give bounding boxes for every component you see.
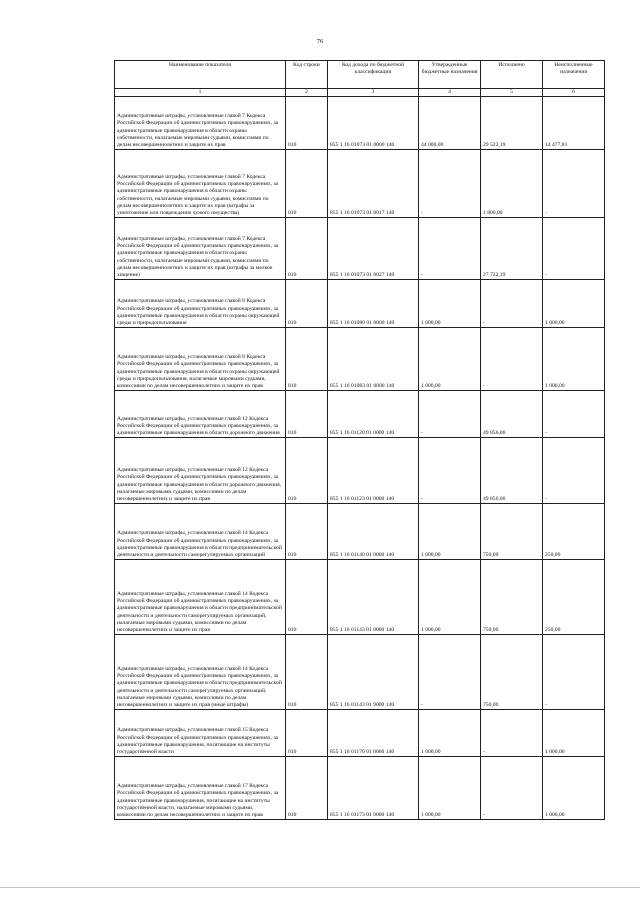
row-line-code: 010 — [286, 150, 328, 218]
page-number: 76 — [316, 38, 324, 45]
row-approved: - — [419, 218, 481, 280]
row-approved: 1 000,00 — [419, 504, 481, 560]
row-approved: 1 000,00 — [419, 710, 481, 757]
row-line-code: 010 — [286, 218, 328, 280]
row-approved: - — [419, 438, 481, 504]
header-income-code: Код дохода по бюджетной классификации — [328, 61, 419, 89]
column-number: 6 — [543, 89, 605, 97]
table-row — [115, 710, 605, 757]
row-executed: 29 522,19 — [481, 97, 543, 150]
row-name: Административные штрафы, установленные главой 12 Кодекса Российской Федерации об административных правонарушениях, за административные правонарушения в области дорожного движения — [115, 391, 286, 438]
row-name: Административные штрафы, установленные главой 14 Кодекса Российской Федерации об административных правонарушениях, за административные правонарушения в области предпринимательской деятельности и деятельности саморегулируемых организаций, налагаемые мировыми судьями, комиссиями по делам несовершеннолетних и защите их прав — [115, 560, 286, 635]
row-name: Административные штрафы, установленные главой 7 Кодекса Российской Федерации об административных правонарушениях, за административные правонарушения в области охраны собственности, налагаемые мировыми судьями, комиссиями по делам несовершеннолетних и защите их прав (штрафы за мелкое хищение) — [115, 218, 286, 280]
column-number: 5 — [481, 89, 543, 97]
header-unexecuted: Неисполненные назначения — [543, 61, 605, 89]
row-unexecuted: - — [543, 150, 605, 218]
table-row — [115, 757, 605, 820]
header-name: Наименование показателя — [115, 61, 286, 89]
table-row — [115, 97, 605, 150]
row-unexecuted: - — [543, 438, 605, 504]
row-approved: 1 000,00 — [419, 328, 481, 391]
row-approved: 1 000,00 — [419, 280, 481, 328]
row-name: Административные штрафы, установленные главой 7 Кодекса Российской Федерации об административных правонарушениях, за административные правонарушения в области охраны собственности, налагаемые мировыми судьями, комиссиями по делам несовершеннолетних и защите их прав (штрафы за уничтожение или повреждение чужого имущества) — [115, 150, 286, 218]
column-number: 2 — [286, 89, 328, 97]
column-number: 1 — [115, 89, 286, 97]
row-income-code: 855 1 16 01123 01 0000 140 — [328, 438, 419, 504]
row-unexecuted: 1 000,00 — [543, 328, 605, 391]
row-executed: - — [481, 710, 543, 757]
row-income-code: 855 1 16 01073 01 0017 140 — [328, 150, 419, 218]
row-income-code: 855 1 16 01120 01 0000 140 — [328, 391, 419, 438]
row-unexecuted: - — [543, 218, 605, 280]
row-income-code: 855 1 16 01083 01 0000 140 — [328, 328, 419, 391]
row-executed: - — [481, 280, 543, 328]
row-income-code: 855 1 16 01170 01 0000 140 — [328, 710, 419, 757]
row-executed: - — [481, 757, 543, 820]
row-income-code: 855 1 16 01173 01 0000 140 — [328, 757, 419, 820]
row-line-code: 010 — [286, 97, 328, 150]
table-row — [115, 150, 605, 218]
row-name: Административные штрафы, установленные главой 17 Кодекса Российской Федерации об административных правонарушениях, за административные правонарушения, посягающие на институты государственной власти, налагаемые мировыми судьями, комиссиями по делам несовершеннолетних и защите их прав — [115, 757, 286, 820]
header-line-code: Код строки — [286, 61, 328, 89]
row-line-code: 010 — [286, 280, 328, 328]
row-executed: 750,00 — [481, 560, 543, 635]
row-name: Административные штрафы, установленные главой 14 Кодекса Российской Федерации об административных правонарушениях, за административные правонарушения в области предпринимательской деятельности и деятельности саморегулируемых организаций, налагаемые мировыми судьями, комиссиями по делам несовершеннолетних и защите их прав (иные штрафы) — [115, 635, 286, 710]
column-numbers-row — [115, 89, 605, 97]
table-row — [115, 504, 605, 560]
table-row — [115, 218, 605, 280]
row-income-code: 855 1 16 01140 01 0000 140 — [328, 504, 419, 560]
row-line-code: 010 — [286, 391, 328, 438]
row-line-code: 010 — [286, 757, 328, 820]
table-row — [115, 328, 605, 391]
row-unexecuted: - — [543, 391, 605, 438]
row-unexecuted: 1 000,00 — [543, 757, 605, 820]
table-row — [115, 280, 605, 328]
header-approved: Утвержденные бюджетные назначения — [419, 61, 481, 89]
row-approved: - — [419, 150, 481, 218]
table-header-row — [115, 61, 605, 89]
budget-execution-table — [114, 60, 605, 820]
table-row — [115, 560, 605, 635]
row-name: Административные штрафы, установленные главой 12 Кодекса Российской Федерации об административных правонарушениях, за административные правонарушения в области дорожного движения, налагаемые мировыми судьями, комиссиями по делам несовершеннолетних и защите их прав — [115, 438, 286, 504]
row-line-code: 010 — [286, 504, 328, 560]
row-executed: 49 856,06 — [481, 438, 543, 504]
row-approved: 1 000,00 — [419, 757, 481, 820]
table-row — [115, 635, 605, 710]
row-unexecuted: - — [543, 635, 605, 710]
row-executed: 1 800,00 — [481, 150, 543, 218]
page-bottom-edge — [0, 887, 640, 888]
row-line-code: 010 — [286, 710, 328, 757]
row-income-code: 855 1 16 01073 01 0000 140 — [328, 97, 419, 150]
row-line-code: 010 — [286, 560, 328, 635]
row-executed: 27 722,19 — [481, 218, 543, 280]
row-approved: 1 000,00 — [419, 560, 481, 635]
row-unexecuted: 1 000,00 — [543, 710, 605, 757]
row-approved: - — [419, 391, 481, 438]
row-executed: 49 856,06 — [481, 391, 543, 438]
row-line-code: 010 — [286, 438, 328, 504]
row-executed: - — [481, 328, 543, 391]
row-name: Административные штрафы, установленные главой 8 Кодекса Российской Федерации об административных правонарушениях, за административные правонарушения в области охраны окружающей среды и природопользования, налагаемые мировыми судьями, комиссиями по делам несовершеннолетних и защите их прав — [115, 328, 286, 391]
table-row — [115, 391, 605, 438]
row-executed: 750,00 — [481, 504, 543, 560]
row-name: Административные штрафы, установленные главой 15 Кодекса Российской Федерации об административных правонарушениях, за административные правонарушения, посягающие на институты государственной власти — [115, 710, 286, 757]
table-row — [115, 438, 605, 504]
row-name: Административные штрафы, установленные главой 14 Кодекса Российской Федерации об административных правонарушениях, за административные правонарушения в области предпринимательской деятельности и деятельности саморегулируемых организаций — [115, 504, 286, 560]
row-line-code: 010 — [286, 635, 328, 710]
row-approved: - — [419, 635, 481, 710]
row-line-code: 010 — [286, 328, 328, 391]
header-executed: Исполнено — [481, 61, 543, 89]
row-income-code: 855 1 16 01143 01 9000 140 — [328, 635, 419, 710]
row-unexecuted: 14 477,81 — [543, 97, 605, 150]
row-unexecuted: 250,00 — [543, 504, 605, 560]
column-number: 3 — [328, 89, 419, 97]
row-name: Административные штрафы, установленные главой 8 Кодекса Российской Федерации об административных правонарушениях, за административные правонарушения в области охраны окружающей среды и природопользования — [115, 280, 286, 328]
row-unexecuted: 250,00 — [543, 560, 605, 635]
row-income-code: 855 1 16 01143 01 0000 140 — [328, 560, 419, 635]
row-income-code: 855 1 16 01080 01 0000 140 — [328, 280, 419, 328]
row-approved: 44 000,00 — [419, 97, 481, 150]
row-executed: 750,00 — [481, 635, 543, 710]
row-unexecuted: 1 000,00 — [543, 280, 605, 328]
row-income-code: 855 1 16 01073 01 0027 140 — [328, 218, 419, 280]
column-number: 4 — [419, 89, 481, 97]
row-name: Административные штрафы, установленные главой 7 Кодекса Российской Федерации об административных правонарушениях, за административные правонарушения в области охраны собственности, налагаемые мировыми судьями, комиссиями по делам несовершеннолетних и защите их прав — [115, 97, 286, 150]
